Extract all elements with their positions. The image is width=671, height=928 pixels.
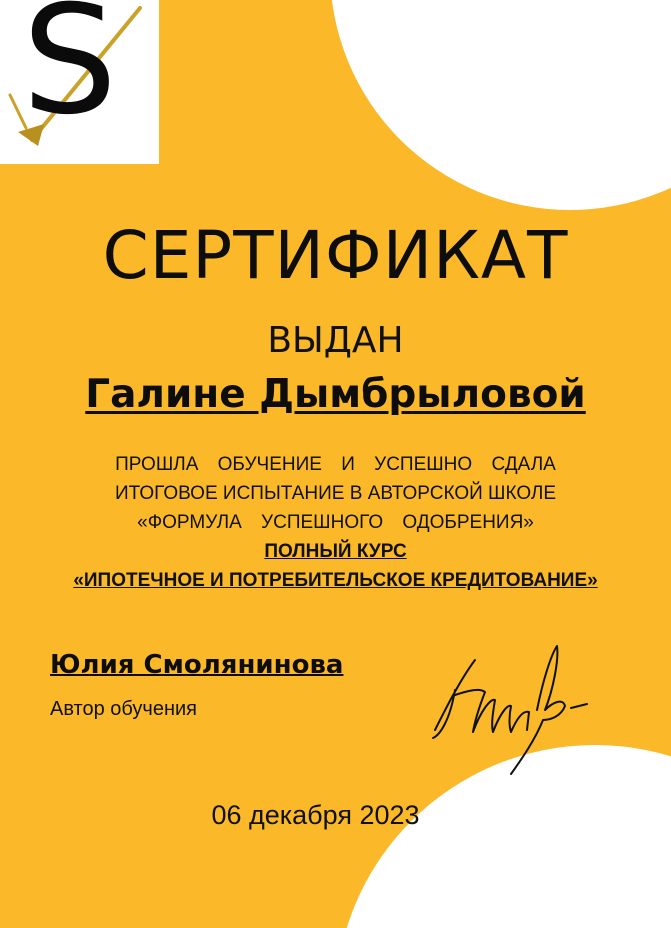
logo-letter: S [22,0,118,148]
decorative-circle-top [330,0,671,210]
body-line-3: «ФОРМУЛА УСПЕШНОГО ОДОБРЕНИЯ» [137,512,534,533]
author-signature [425,640,595,780]
issued-label: ВЫДАН [267,320,404,361]
issue-date: 06 декабря 2023 [211,800,420,830]
course-name: «ИПОТЕЧНОЕ И ПОТРЕБИТЕЛЬСКОЕ КРЕДИТОВАНИЕ» [73,570,598,591]
author-role: Автор обучения [50,698,197,720]
body-line-2: ИТОГОВОЕ ИСПЫТАНИЕ В АВТОРСКОЙ ШКОЛЕ [114,483,557,504]
certificate-title: СЕРТИФИКАТ [102,217,569,294]
author-name: Юлия Смолянинова [50,650,344,680]
school-logo [0,0,159,164]
recipient-name: Галине Дымбрыловой [85,372,586,417]
certificate-body [30,450,641,595]
course-label: ПОЛНЫЙ КУРС [264,541,407,562]
body-line-1: ПРОШЛА ОБУЧЕНИЕ И УСПЕШНО СДАЛА [115,454,556,475]
